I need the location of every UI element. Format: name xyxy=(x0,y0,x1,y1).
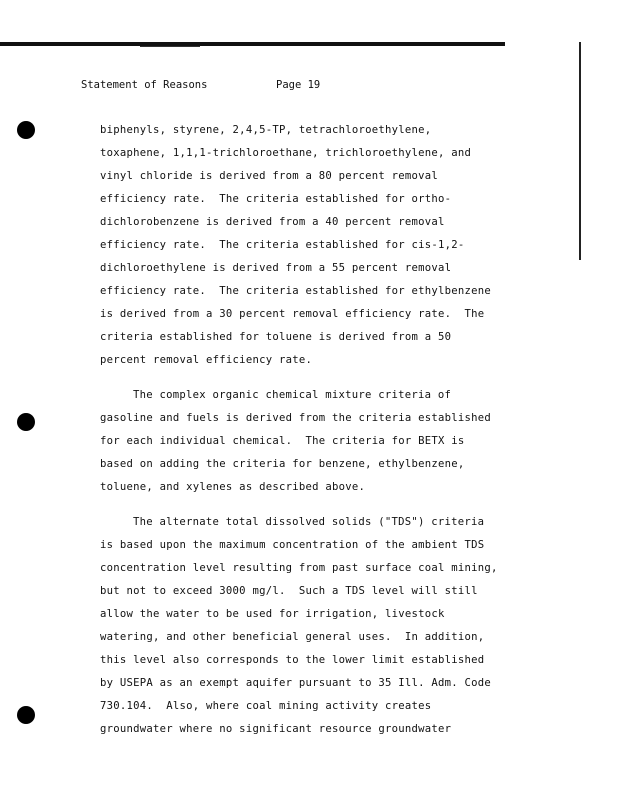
text-line: by USEPA as an exempt aquifer pursuant to 35 Ill. Adm. Code xyxy=(100,677,492,689)
text-line: 730.104. Also, where coal mining activity creates xyxy=(100,700,432,712)
text-line: for each individual chemical. The criteria for BETX is xyxy=(100,435,465,447)
text-line: The alternate total dissolved solids ("TDS") criteria xyxy=(133,516,485,528)
text-line: is based upon the maximum concentration of the ambient TDS xyxy=(100,539,485,551)
text-line: dichlorobenzene is derived from a 40 percent removal xyxy=(100,216,445,228)
right-margin-rule xyxy=(579,42,581,260)
top-rule xyxy=(0,42,505,46)
punch-hole-middle xyxy=(17,413,35,431)
text-line: this level also corresponds to the lower limit established xyxy=(100,654,485,666)
text-line: percent removal efficiency rate. xyxy=(100,354,313,366)
text-line: efficiency rate. The criteria established for cis-1,2- xyxy=(100,239,465,251)
text-line: vinyl chloride is derived from a 80 percent removal xyxy=(100,170,439,182)
text-line: criteria established for toluene is derived from a 50 xyxy=(100,331,452,343)
text-line: is derived from a 30 percent removal efficiency rate. The xyxy=(100,308,485,320)
text-line: dichloroethylene is derived from a 55 percent removal xyxy=(100,262,452,274)
text-line: but not to exceed 3000 mg/l. Such a TDS level will still xyxy=(100,585,478,597)
text-line: allow the water to be used for irrigation, livestock xyxy=(100,608,445,620)
header-page-number: Page 19 xyxy=(276,79,321,91)
punch-hole-top xyxy=(17,121,35,139)
text-line: concentration level resulting from past surface coal mining, xyxy=(100,562,498,574)
top-rule-thin xyxy=(140,46,200,47)
text-line: efficiency rate. The criteria established for ethylbenzene xyxy=(100,285,492,297)
text-line: biphenyls, styrene, 2,4,5-TP, tetrachloroethylene, xyxy=(100,124,432,136)
text-line: efficiency rate. The criteria established for ortho- xyxy=(100,193,452,205)
text-line: watering, and other beneficial general uses. In addition, xyxy=(100,631,485,643)
text-line: based on adding the criteria for benzene, ethylbenzene, xyxy=(100,458,465,470)
text-line: toxaphene, 1,1,1-trichloroethane, trichloroethylene, and xyxy=(100,147,472,159)
text-line: The complex organic chemical mixture criteria of xyxy=(133,389,452,401)
punch-hole-bottom xyxy=(17,706,35,724)
text-line: groundwater where no significant resource groundwater xyxy=(100,723,452,735)
text-line: toluene, and xylenes as described above. xyxy=(100,481,366,493)
text-line: gasoline and fuels is derived from the criteria established xyxy=(100,412,492,424)
header-title: Statement of Reasons xyxy=(81,79,208,91)
